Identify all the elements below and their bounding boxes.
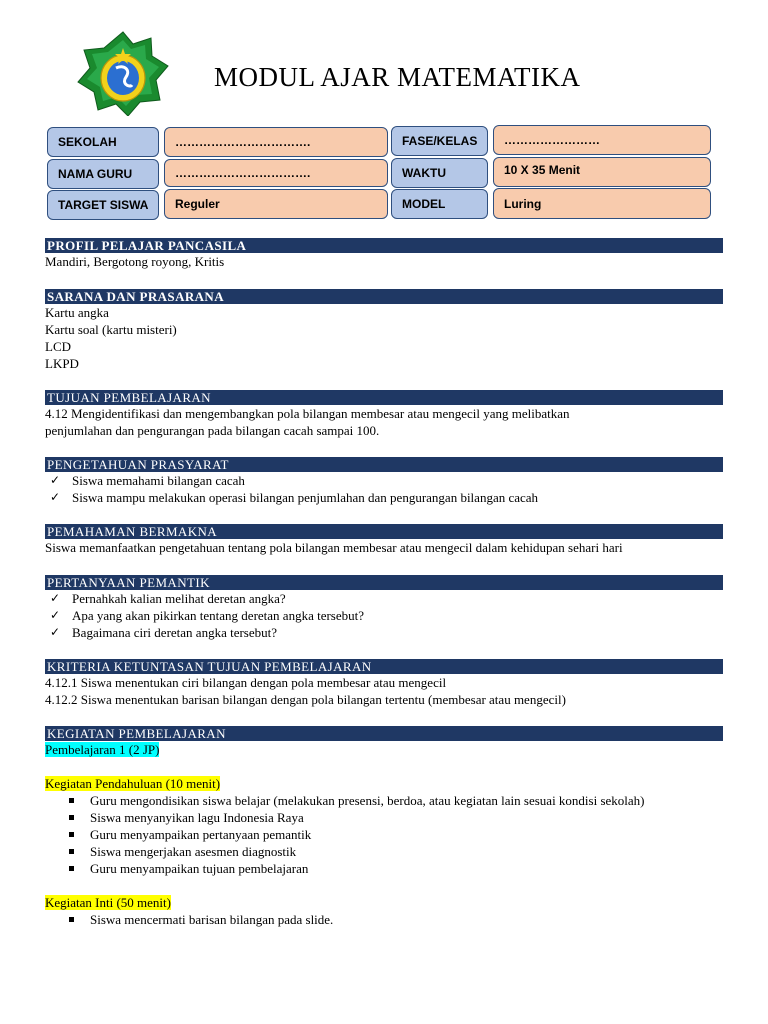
sarana-item: Kartu angka — [45, 305, 109, 320]
section-pemahaman — [45, 524, 723, 556]
pemantik-item: ✓ Bagaimana ciri deretan angka tersebut? — [50, 625, 278, 640]
label-sekolah: SEKOLAH — [47, 127, 159, 157]
tujuan-line-1: 4.12 Mengidentifikasi dan mengembangkan pola bilangan membesar atau mengecil yang melibatkan — [45, 406, 570, 421]
pendahuluan-item: Guru menyampaikan pertanyaan pemantik — [45, 826, 723, 843]
checkmark-icon: ✓ — [50, 591, 61, 605]
pendahuluan-item: Guru mengondisikan siswa belajar (melakukan presensi, berdoa, atau kegiatan lain sesuai kondisi sekolah) — [45, 792, 700, 809]
pendahuluan-item: Siswa menyanyikan lagu Indonesia Raya — [45, 809, 723, 826]
checkmark-icon: ✓ — [50, 625, 61, 639]
section-kegiatan — [45, 726, 723, 928]
sarana-item: LKPD — [45, 356, 79, 371]
label-target-siswa: TARGET SISWA — [47, 190, 159, 220]
value-target-siswa: Reguler — [164, 189, 388, 219]
label-model: MODEL — [391, 189, 488, 219]
value-nama-guru: ……………………………. — [164, 159, 388, 187]
heading-tujuan: TUJUAN PEMBELAJARAN — [45, 390, 723, 405]
page-title: MODUL AJAR MATEMATIKA — [214, 62, 581, 92]
heading-sarana: SARANA DAN PRASARANA — [45, 289, 723, 304]
heading-pemahaman: PEMAHAMAN BERMAKNA — [45, 524, 723, 539]
school-emblem-logo — [76, 30, 170, 116]
pemantik-item: ✓ Pernahkah kalian melihat deretan angka? — [50, 591, 286, 606]
heading-kegiatan: KEGIATAN PEMBELAJARAN — [45, 726, 723, 741]
kriteria-item: 4.12.1 Siswa menentukan ciri bilangan dengan pola membesar atau mengecil — [45, 675, 447, 690]
pendahuluan-label: Kegiatan Pendahuluan (10 menit) — [45, 776, 221, 791]
bullet-icon — [69, 798, 74, 803]
section-prasyarat — [45, 457, 723, 506]
section-pemantik — [45, 575, 723, 641]
heading-profil: PROFIL PELAJAR PANCASILA — [45, 238, 723, 253]
bullet-icon — [69, 815, 74, 820]
label-fase-kelas: FASE/KELAS — [391, 126, 488, 156]
checkmark-icon: ✓ — [50, 473, 61, 487]
sarana-item: Kartu soal (kartu misteri) — [45, 322, 177, 337]
inti-item: Siswa mencermati barisan bilangan pada slide. — [45, 911, 723, 928]
checkmark-icon: ✓ — [50, 490, 61, 504]
prasyarat-item: ✓ Siswa memahami bilangan cacah — [50, 473, 245, 488]
section-profil — [45, 238, 723, 270]
value-model: Luring — [493, 188, 711, 219]
label-nama-guru: NAMA GURU — [47, 159, 159, 189]
sarana-item: LCD — [45, 339, 71, 354]
pembelajaran-label: Pembelajaran 1 (2 JP) — [45, 742, 160, 757]
checkmark-icon: ✓ — [50, 608, 61, 622]
label-waktu: WAKTU — [391, 158, 488, 188]
tujuan-line-2: penjumlahan dan pengurangan pada bilangan cacah sampai 100. — [45, 423, 380, 438]
value-sekolah: ……………………………. — [164, 127, 388, 157]
heading-kriteria: KRITERIA KETUNTASAN TUJUAN PEMBELAJARAN — [45, 659, 723, 674]
pendahuluan-item: Siswa mengerjakan asesmen diagnostik — [45, 843, 723, 860]
bullet-icon — [69, 849, 74, 854]
bullet-icon — [69, 832, 74, 837]
value-fase-kelas: …………………… — [493, 125, 711, 155]
section-tujuan — [45, 390, 723, 439]
pemahaman-text: Siswa memanfaatkan pengetahuan tentang pola bilangan membesar atau mengecil dalam kehidupan sehari hari — [45, 540, 623, 555]
section-sarana — [45, 289, 723, 372]
prasyarat-item: ✓ Siswa mampu melakukan operasi bilangan penjumlahan dan pengurangan bilangan cacah — [50, 490, 539, 505]
pemantik-item: ✓ Apa yang akan pikirkan tentang deretan angka tersebut? — [50, 608, 365, 623]
heading-pemantik: PERTANYAAN PEMANTIK — [45, 575, 723, 590]
section-kriteria — [45, 659, 723, 708]
inti-label: Kegiatan Inti (50 menit) — [45, 895, 171, 910]
bullet-icon — [69, 917, 74, 922]
pendahuluan-item: Guru menyampaikan tujuan pembelajaran — [45, 860, 723, 877]
heading-prasyarat: PENGETAHUAN PRASYARAT — [45, 457, 723, 472]
value-waktu: 10 X 35 Menit — [493, 157, 711, 187]
kriteria-item: 4.12.2 Siswa menentukan barisan bilangan dengan pola bilangan tertentu (membesar atau mengecil) — [45, 692, 566, 707]
profil-text: Mandiri, Bergotong royong, Kritis — [45, 254, 225, 269]
bullet-icon — [69, 866, 74, 871]
